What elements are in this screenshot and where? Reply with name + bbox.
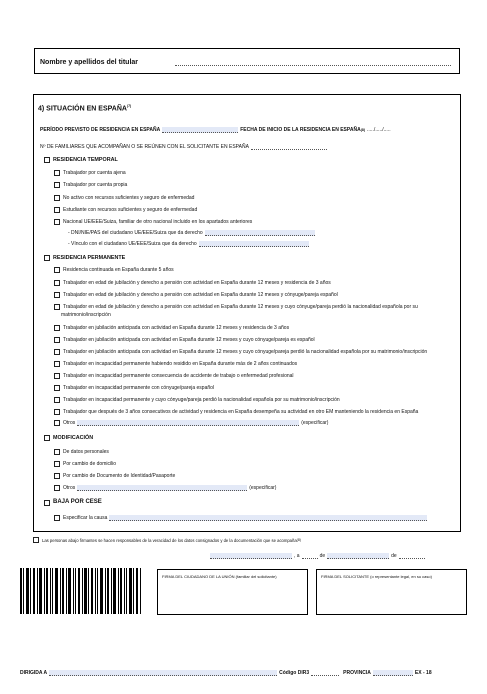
familiares-field[interactable] [251,144,327,150]
modificacion-header [44,435,93,441]
temporal-option [54,207,197,213]
modificacion-option-checkbox[interactable] [54,473,60,479]
temporal-option-label: Estudiante con recursos suficientes y seguro de enfermedad [63,207,198,213]
permanente-option [54,292,338,298]
familiares-label: Nº DE FAMILIARES QUE ACOMPAÑAN O SE REÚNEN CON EL SOLICITANTE EN ESPAÑA [40,144,249,150]
permanente-option [54,409,418,415]
modificacion-option-label: De datos personales [63,449,109,455]
holder-name-label: Nombre y apellidos del titular [40,59,139,66]
applicant-signature-box[interactable] [316,569,467,615]
permanente-option-label: Trabajador en edad de jubilación y derecho a pensión con actividad en España durante 12 meses y residencia de 3 años [63,280,331,286]
permanente-option [54,325,289,331]
modificacion-option-checkbox[interactable] [54,461,60,467]
baja-checkbox[interactable] [44,500,50,506]
form-code: EX - 18 [414,670,432,676]
permanente-title: RESIDENCIA PERMANENTE [53,255,126,261]
permanente-option-checkbox[interactable] [54,349,60,355]
date-year-field[interactable] [399,553,425,559]
baja-cause-row [54,515,427,521]
temporal-title: RESIDENCIA TEMPORAL [53,157,118,163]
provincia-field[interactable] [373,670,413,676]
permanente-checkbox[interactable] [44,255,50,261]
permanente-option-checkbox[interactable] [54,373,60,379]
permanente-option [54,397,340,403]
dirigida-label: DIRIGIDA A [20,670,48,676]
modificacion-especificar: (especificar) [249,485,277,491]
temporal-option-checkbox[interactable] [54,170,60,176]
periodo-row: PERÍODO PREVISTO DE RESIDENCIA EN ESPAÑA FECHA DE INICIO DE LA RESIDENCIA EN ESPAÑA (8) ...../...../..... [40,127,391,133]
date-line [210,553,425,559]
declaration-row: Las personas abajo firmantes se hacen responsables de la veracidad de los datos consignados y de la documentación que se acompaña (8) [33,537,301,543]
barcode-image [20,566,144,616]
baja-title: BAJA POR CESE [53,499,102,505]
modificacion-title: MODIFICACIÓN [53,435,94,441]
temporal-option-checkbox[interactable] [54,195,60,201]
eu-link-label: - Vínculo con el ciudadano UE/EEE/Suiza que da derecho [68,241,197,247]
permanente-option [54,373,294,379]
eu-id-field[interactable] [205,230,315,236]
provincia-label: PROVINCIA [343,670,371,676]
permanente-option-checkbox[interactable] [54,397,60,403]
modificacion-option [54,449,109,455]
citizen-signature-label: FIRMA DEL CIUDADANO DE LA UNIÓN (familiar del solicitante) [162,574,277,579]
modificacion-option-checkbox[interactable] [54,449,60,455]
date-de-label: de [319,553,326,559]
modificacion-option [54,473,175,479]
permanente-option-label: Trabajador en incapacidad permanente habiendo residido en España durante más de 2 años continuados [63,361,298,367]
baja-header [44,499,102,506]
permanente-option-label: Trabajador en incapacidad permanente y cuyo cónyuge/pareja perdió la nacionalidad española por su matrimonio/inscripción [63,397,340,403]
temporal-option-label: Trabajador por cuenta propia [63,182,128,188]
fecha-inicio-label: FECHA DE INICIO DE LA RESIDENCIA EN ESPAÑA [240,127,361,133]
permanente-option-checkbox[interactable] [54,337,60,343]
temporal-option-checkbox[interactable] [54,182,60,188]
baja-cause-label: Especificar la causa [63,515,108,521]
permanente-option-label: Trabajador en incapacidad permanente con cónyuge/pareja español [63,385,215,391]
date-a-label: , a [294,553,300,559]
permanente-other-label: Otros [63,420,76,426]
permanente-option-label: Trabajador en incapacidad permanente consecuencia de accidente de trabajo o enfermedad profesional [63,373,294,379]
temporal-option-checkbox[interactable] [54,207,60,213]
modificacion-other-checkbox[interactable] [54,485,60,491]
temporal-option [54,219,252,225]
modificacion-other-field[interactable] [77,485,247,491]
baja-cause-checkbox[interactable] [54,515,60,521]
modificacion-option-label: Por cambio de domicilio [63,461,117,467]
section-4-box [33,94,461,532]
footer-row [20,670,432,676]
permanente-option-checkbox[interactable] [54,409,60,415]
date-de-label-2: de [391,553,397,559]
citizen-signature-box[interactable] [157,569,308,615]
permanente-other-field[interactable] [77,420,299,426]
codigo-field[interactable] [311,670,339,676]
declaration-checkbox[interactable] [33,537,39,543]
holder-name-box [34,48,460,74]
permanente-option-label: Trabajador en jubilación anticipada con actividad en España durante 12 meses y cuyo cónyuge/pareja es español [63,337,315,343]
date-day-field[interactable] [302,553,318,559]
permanente-option-label: Residencia continuada en España durante 5 años [63,267,174,273]
permanente-continuation: matrimonio/inscripción [61,312,111,318]
periodo-label: PERÍODO PREVISTO DE RESIDENCIA EN ESPAÑA [40,127,161,133]
temporal-option [54,182,127,188]
permanente-option-checkbox[interactable] [54,267,60,273]
permanente-header [44,255,125,261]
permanente-option-label: Trabajador en edad de jubilación y derecho a pensión con actividad en España durante 12 meses y cónyuge/pareja español [63,292,338,298]
date-place-field[interactable] [210,553,292,559]
familiares-row [40,144,327,150]
temporal-option-label: Nacional UE/EEE/Suiza, familiar de otro nacional incluido en los apartados anteriores [63,219,253,225]
modificacion-checkbox[interactable] [44,435,50,441]
permanente-option-checkbox[interactable] [54,280,60,286]
temporal-checkbox[interactable] [44,157,50,163]
temporal-option-label: No activo con recursos suficientes y seguro de enfermedad [63,195,195,201]
permanente-other-row [54,420,328,426]
permanente-option [54,349,427,355]
temporal-option [54,170,126,176]
modificacion-option-label: Por cambio de Documento de Identidad/Pasaporte [63,473,176,479]
temporal-option-checkbox[interactable] [54,219,60,225]
permanente-option-label: Trabajador en jubilación anticipada con actividad en España durante 12 meses y cuyo cónyuge/pareja perdió la nacionalidad española por su matrimonio/inscripción [63,349,428,355]
permanente-option-label: Trabajador que después de 3 años consecutivos de actividad y residencia en España desempeña su actividad en otro EM manteniendo la residencia en España [63,409,419,415]
eu-id-label: - DNI/NIE/PAS del ciudadano UE/EEE/Suiza que da derecho [68,230,203,236]
permanente-option [54,337,315,343]
temporal-header [44,157,118,163]
permanente-option-checkbox[interactable] [54,292,60,298]
eu-id-row [68,230,315,236]
declaration-text: Las personas abajo firmantes se hacen responsables de la veracidad de los datos consignados y de la documentación que se acompaña [42,537,297,543]
periodo-field[interactable] [162,127,238,133]
applicant-signature-label: FIRMA DEL SOLICITANTE (o representante legal, en su caso) [321,574,432,579]
eu-link-row [68,241,309,247]
permanente-option-checkbox[interactable] [54,304,60,310]
section-4-title: 4) SITUACIÓN EN ESPAÑA$^{(7)}$ [38,104,132,113]
temporal-option-label: Trabajador por cuenta ajena [63,170,126,176]
modificacion-option [54,461,116,467]
holder-name-field[interactable] [175,60,451,66]
codigo-label: Código DIR3 [279,670,310,676]
permanente-option-checkbox[interactable] [54,385,60,391]
date-month-field[interactable] [327,553,389,559]
permanente-option-checkbox[interactable] [54,325,60,331]
dirigida-field[interactable] [49,670,277,676]
permanente-option [54,361,297,367]
permanente-option [54,280,331,286]
eu-link-field[interactable] [199,241,309,247]
modificacion-other-label: Otros [63,485,76,491]
permanente-other-checkbox[interactable] [54,420,60,426]
permanente-option-checkbox[interactable] [54,361,60,367]
modificacion-other-row [54,485,276,491]
permanente-especificar: (especificar) [301,420,329,426]
permanente-option [54,385,214,391]
permanente-option-label: Trabajador en edad de jubilación y derecho a pensión con actividad en España durante 12 meses y cuyo cónyuge/pareja perdió la nacionalidad española por su [63,304,418,310]
temporal-option [54,195,194,201]
permanente-option-label: Trabajador en jubilación anticipada con actividad en España durante 12 meses y residencia de 3 años [63,325,290,331]
baja-cause-field[interactable] [109,515,427,521]
permanente-option [54,304,418,310]
fecha-inicio-field[interactable]: ...../...../..... [366,127,391,133]
permanente-option [54,267,174,273]
